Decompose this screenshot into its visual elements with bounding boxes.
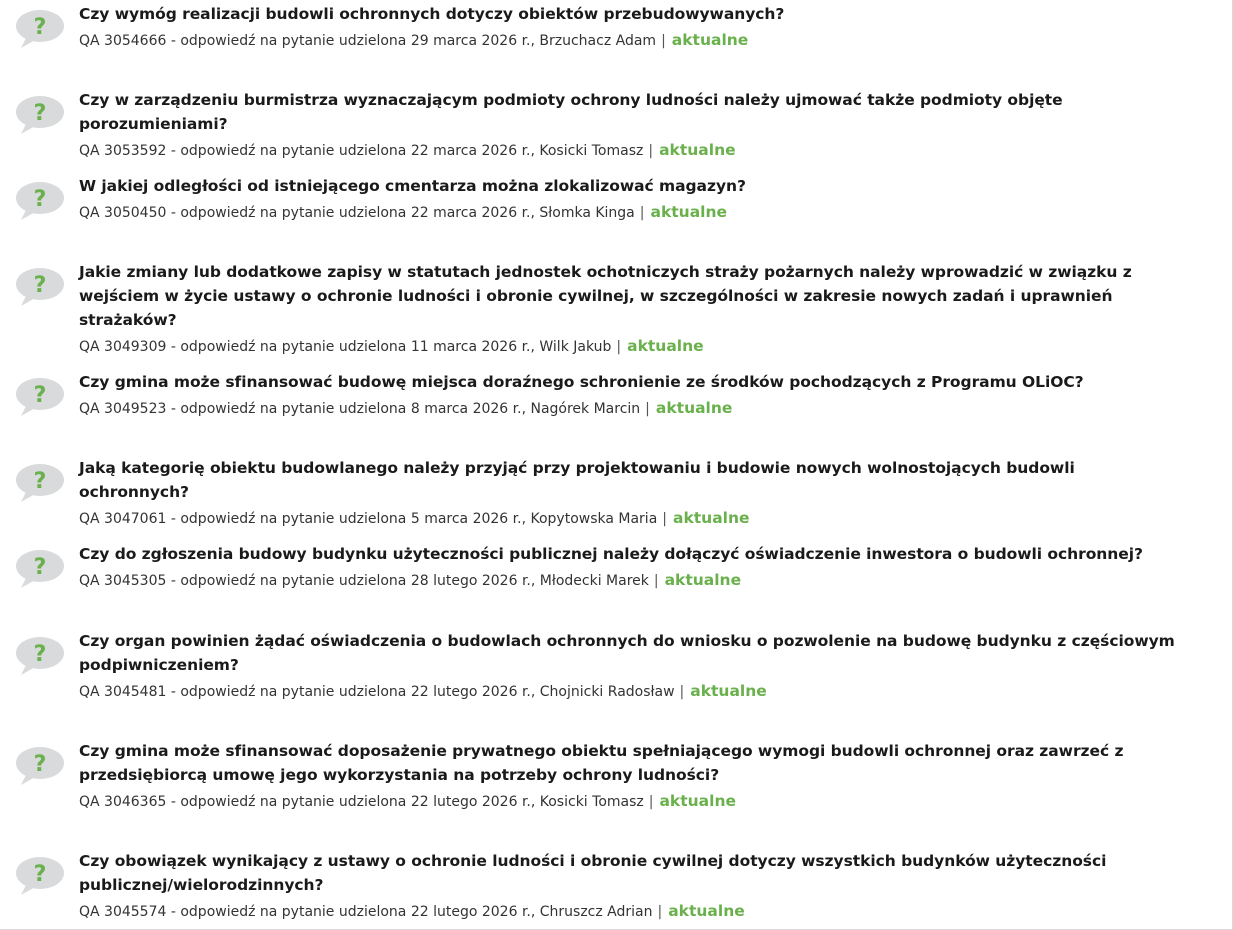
meta-separator: | <box>645 401 650 417</box>
svg-text:?: ? <box>33 555 47 580</box>
svg-text:?: ? <box>33 187 47 212</box>
qa-meta-text: QA 3045574 - odpowiedź na pytanie udzielona 22 lutego 2026 r., Chruszcz Adrian <box>79 904 653 920</box>
svg-text:?: ? <box>33 273 47 298</box>
qa-question-link[interactable]: Czy w zarządzeniu burmistrza wyznaczającym podmioty ochrony ludności należy ujmować także podmioty objęte porozumieniami? <box>79 91 1063 133</box>
meta-separator: | <box>616 339 622 355</box>
svg-text:?: ? <box>33 101 47 126</box>
question-bubble-icon <box>15 636 65 676</box>
status-badge[interactable]: aktualne <box>659 141 736 159</box>
qa-meta-line <box>79 398 1184 419</box>
qa-item-body <box>79 849 1184 922</box>
qa-item-body <box>79 260 1184 357</box>
meta-separator: | <box>639 205 645 221</box>
qa-meta-line <box>79 791 1184 812</box>
qa-item-body <box>79 542 1184 591</box>
qa-question-link[interactable]: Czy wymóg realizacji budowli ochronnych dotyczy obiektów przebudowywanych? <box>79 5 785 23</box>
question-bubble-icon <box>15 856 65 896</box>
qa-meta-line <box>79 508 1184 529</box>
qa-meta-text: QA 3049309 - odpowiedź na pytanie udzielona 11 marca 2026 r., Wilk Jakub <box>79 339 612 355</box>
qa-question-link[interactable]: Czy do zgłoszenia budowy budynku użyteczności publicznej należy dołączyć oświadczenie inwestora o budowli ochronnej? <box>79 545 1143 563</box>
status-badge[interactable]: aktualne <box>659 792 736 810</box>
status-badge[interactable]: aktualne <box>664 571 742 589</box>
meta-separator: | <box>653 573 659 589</box>
status-badge[interactable]: aktualne <box>668 902 745 920</box>
qa-question-link[interactable]: Czy gmina może sfinansować budowę miejsca doraźnego schronienie ze środków pochodzących z Programu OLiOC? <box>79 373 1084 391</box>
qa-meta-text: QA 3049523 - odpowiedź na pytanie udzielona 8 marca 2026 r., Nagórek Marcin <box>79 401 641 417</box>
meta-separator: | <box>648 794 654 810</box>
status-badge[interactable]: aktualne <box>690 682 767 700</box>
question-bubble-icon <box>15 9 65 49</box>
status-badge[interactable]: aktualne <box>655 399 733 417</box>
qa-meta-line <box>79 681 1184 702</box>
qa-meta-line <box>79 336 1184 357</box>
question-bubble-icon <box>15 549 65 589</box>
qa-question-link[interactable]: Czy organ powinien żądać oświadczenia o budowlach ochronnych do wniosku o pozwolenie na budowę budynku z częściowym podpiwniczeniem? <box>79 632 1175 674</box>
qa-meta-text: QA 3050450 - odpowiedź na pytanie udzielona 22 marca 2026 r., Słomka Kinga <box>79 205 635 221</box>
qa-question-link[interactable]: Czy obowiązek wynikający z ustawy o ochronie ludności i obronie cywilnej dotyczy wszystkich budynków użyteczności publicznej/wielorodzinnych? <box>79 852 1107 894</box>
qa-question-link[interactable]: Jaką kategorię obiektu budowlanego należy przyjąć przy projektowaniu i budowie nowych wolnostojących budowli ochronnych? <box>79 459 1075 501</box>
qa-meta-text: QA 3045481 - odpowiedź na pytanie udzielona 22 lutego 2026 r., Chojnicki Radosław <box>79 684 675 700</box>
question-bubble-icon <box>15 377 65 417</box>
qa-item-body <box>79 174 1184 223</box>
status-badge[interactable]: aktualne <box>673 509 750 527</box>
qa-question-link[interactable]: W jakiej odległości od istniejącego cmentarza można zlokalizować magazyn? <box>79 177 746 195</box>
status-badge[interactable]: aktualne <box>650 203 728 221</box>
qa-meta-line <box>79 570 1184 591</box>
meta-separator: | <box>657 904 663 920</box>
meta-separator: | <box>679 684 685 700</box>
qa-item-body <box>79 2 1184 51</box>
meta-separator: | <box>662 511 667 527</box>
qa-meta-text: QA 3053592 - odpowiedź na pytanie udzielona 22 marca 2026 r., Kosicki Tomasz <box>79 143 644 159</box>
qa-item-body <box>79 629 1184 702</box>
qa-meta-line <box>79 140 1184 161</box>
qa-item-body <box>79 456 1184 529</box>
meta-separator: | <box>648 143 654 159</box>
qa-meta-line <box>79 30 1184 51</box>
svg-text:?: ? <box>33 383 47 408</box>
svg-text:?: ? <box>33 469 47 494</box>
question-bubble-icon <box>15 746 65 786</box>
status-badge[interactable]: aktualne <box>671 31 749 49</box>
qa-meta-text: QA 3047061 - odpowiedź na pytanie udzielona 5 marca 2026 r., Kopytowska Maria <box>79 511 658 527</box>
qa-question-link[interactable]: Czy gmina może sfinansować doposażenie prywatnego obiektu spełniającego wymogi budowli ochronnej oraz zawrzeć z przedsiębiorcą umowę jego wykorzystania na potrzeby ochrony ludności? <box>79 742 1124 784</box>
status-badge[interactable]: aktualne <box>627 337 704 355</box>
qa-question-link[interactable]: Jakie zmiany lub dodatkowe zapisy w statutach jednostek ochotniczych straży pożarnych należy wprowadzić w związku z wejściem w życie ustawy o ochronie ludności i obronie cywilnej, w szczególności w zakresie nowych zadań i uprawnień strażaków? <box>79 263 1132 329</box>
meta-separator: | <box>661 33 666 49</box>
question-bubble-icon <box>15 463 65 503</box>
question-bubble-icon <box>15 267 65 307</box>
qa-meta-text: QA 3045305 - odpowiedź na pytanie udzielona 28 lutego 2026 r., Młodecki Marek <box>79 573 649 589</box>
qa-meta-text: QA 3046365 - odpowiedź na pytanie udzielona 22 lutego 2026 r., Kosicki Tomasz <box>79 794 644 810</box>
qa-item-body <box>79 370 1184 419</box>
svg-text:?: ? <box>33 642 47 667</box>
qa-item-body <box>79 88 1184 161</box>
qa-meta-text: QA 3054666 - odpowiedź na pytanie udzielona 29 marca 2026 r., Brzuchacz Adam <box>79 33 657 49</box>
question-bubble-icon <box>15 95 65 135</box>
svg-text:?: ? <box>33 15 47 40</box>
qa-item-body <box>79 739 1184 812</box>
qa-meta-line <box>79 202 1184 223</box>
question-bubble-icon <box>15 181 65 221</box>
qa-meta-line <box>79 901 1184 922</box>
svg-text:?: ? <box>33 752 47 777</box>
svg-text:?: ? <box>33 862 47 887</box>
